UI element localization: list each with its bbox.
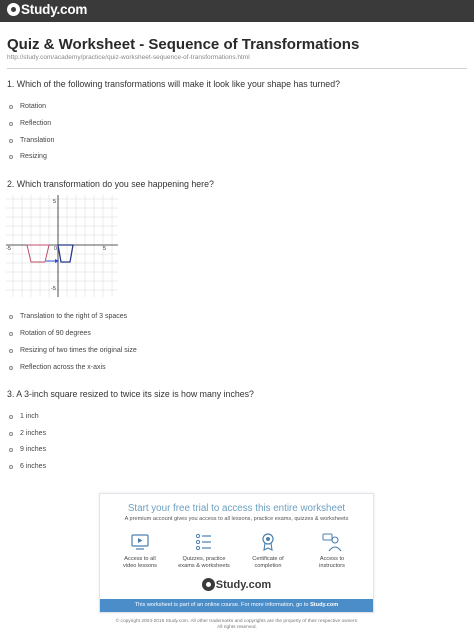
cta-logo-text: Study.com xyxy=(215,578,272,591)
radio-icon[interactable] xyxy=(9,415,13,419)
site-header xyxy=(0,0,474,22)
q3-option-1[interactable] xyxy=(9,413,39,420)
free-trial-box xyxy=(99,493,374,613)
option-label: Resizing xyxy=(20,153,47,160)
grid-lines xyxy=(6,195,118,297)
q3-option-3[interactable] xyxy=(9,446,46,453)
option-label: 9 inches xyxy=(20,446,47,453)
option-label: 1 inch xyxy=(20,413,39,420)
radio-icon[interactable] xyxy=(9,139,13,143)
logo-mark-icon xyxy=(202,578,215,591)
cta-bar-link[interactable]: Study.com xyxy=(310,602,339,608)
coordinate-graph xyxy=(6,195,118,297)
feature-certificate[interactable] xyxy=(238,532,298,570)
footer-line-2: All rights reserved. xyxy=(217,625,257,630)
option-label: Resizing of two times the original size xyxy=(20,347,137,354)
q1-option-1[interactable] xyxy=(9,103,46,110)
translated-trapezoid xyxy=(58,245,73,262)
feature-label: Access to all video lessons xyxy=(123,556,157,569)
tick-label-x-right: 5 xyxy=(103,246,107,252)
feature-instructors[interactable] xyxy=(302,532,362,570)
feature-label: Access to instructors xyxy=(319,556,345,569)
feature-label: Certificate of completion xyxy=(252,556,284,569)
feature-quizzes[interactable] xyxy=(174,532,234,570)
feature-video-lessons[interactable] xyxy=(110,532,170,570)
radio-icon[interactable] xyxy=(9,105,13,109)
question-2: 2. Which transformation do you see happening here? xyxy=(7,179,214,189)
option-label: 6 inches xyxy=(20,463,47,470)
q1-option-4[interactable] xyxy=(9,153,47,160)
cta-bar-text: This worksheet is part of an online course. For more information, go to xyxy=(134,602,311,608)
option-label: Reflection across the x-axis xyxy=(20,364,106,371)
q3-option-2[interactable] xyxy=(9,430,46,437)
q2-option-2[interactable] xyxy=(9,330,91,337)
feature-label: Quizzes, practice exams & worksheets xyxy=(178,556,230,569)
radio-icon[interactable] xyxy=(9,155,13,159)
instructor-icon xyxy=(322,532,342,552)
logo-mark-icon xyxy=(7,3,20,16)
arrow-head-icon xyxy=(55,259,59,263)
q2-option-1[interactable] xyxy=(9,313,127,320)
option-label: Translation to the right of 3 spaces xyxy=(20,313,128,320)
q1-option-3[interactable] xyxy=(9,137,54,144)
radio-icon[interactable] xyxy=(9,315,13,319)
logo-text: Study.com xyxy=(21,2,88,17)
study-logo[interactable] xyxy=(7,2,87,17)
radio-icon[interactable] xyxy=(9,349,13,353)
cta-study-logo[interactable] xyxy=(100,578,373,591)
q2-option-4[interactable] xyxy=(9,364,106,371)
option-label: Translation xyxy=(20,137,55,144)
cta-info-bar xyxy=(100,599,373,612)
radio-icon[interactable] xyxy=(9,366,13,370)
radio-icon[interactable] xyxy=(9,465,13,469)
question-1: 1. Which of the following transformations will make it look like your shape has turned? xyxy=(7,79,340,89)
q2-option-3[interactable] xyxy=(9,347,137,354)
tick-label-origin: 0 xyxy=(54,246,58,252)
q1-option-2[interactable] xyxy=(9,120,51,127)
page-url: http://study.com/academy/practice/quiz-worksheet-sequence-of-transformations.html xyxy=(7,54,250,61)
tick-label-y-top: 5 xyxy=(53,199,57,205)
tick-label-x-left: -5 xyxy=(6,246,11,252)
q3-option-4[interactable] xyxy=(9,463,46,470)
radio-icon[interactable] xyxy=(9,432,13,436)
page-title: Quiz & Worksheet - Sequence of Transformations xyxy=(7,36,360,53)
radio-icon[interactable] xyxy=(9,122,13,126)
cta-subtitle: A premium account gives you access to all lessons, practice exams, quizzes & worksheets xyxy=(124,516,349,522)
radio-icon[interactable] xyxy=(9,332,13,336)
video-lesson-icon xyxy=(130,532,150,552)
copyright-footer xyxy=(0,619,474,631)
option-label: Reflection xyxy=(20,120,52,127)
quiz-list-icon xyxy=(194,532,214,552)
divider xyxy=(7,68,467,69)
option-label: Rotation xyxy=(20,103,47,110)
option-label: 2 inches xyxy=(20,430,47,437)
option-label: Rotation of 90 degrees xyxy=(20,330,91,337)
tick-label-y-bottom: -5 xyxy=(51,286,56,292)
cta-title[interactable]: Start your free trial to access this entire worksheet xyxy=(127,503,346,514)
footer-line-1: © copyright 2003-2015 Study.com. All other trademarks and copyrights are the property of their respective owners. xyxy=(115,619,359,624)
original-trapezoid xyxy=(27,245,49,262)
radio-icon[interactable] xyxy=(9,448,13,452)
question-3: 3. A 3-inch square resized to twice its size is how many inches? xyxy=(7,389,254,399)
certificate-icon xyxy=(258,532,278,552)
